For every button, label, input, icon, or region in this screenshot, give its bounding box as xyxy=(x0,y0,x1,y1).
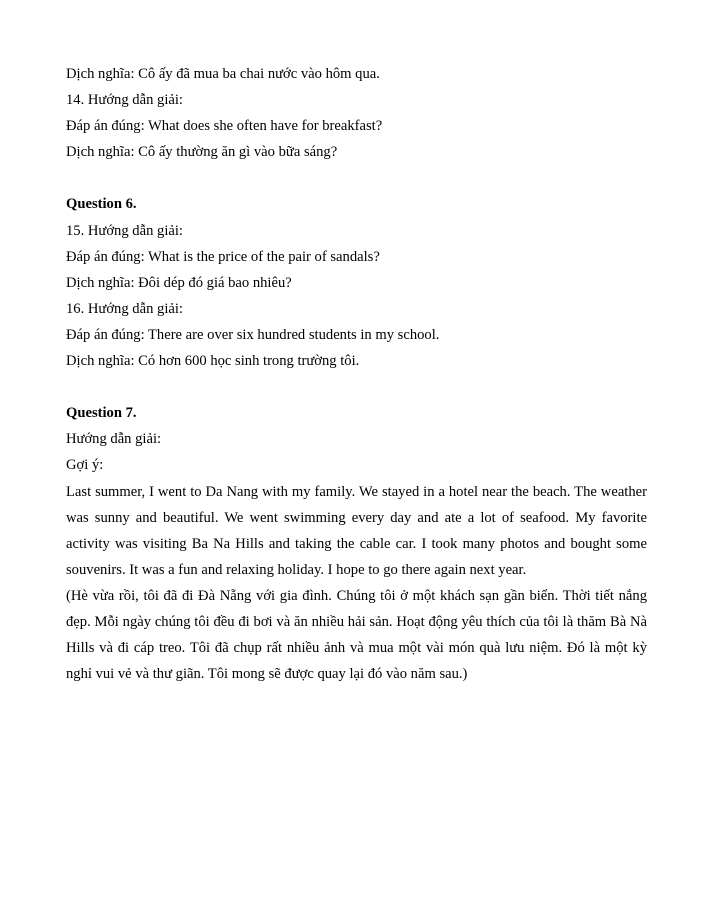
question-6-heading: Question 6. xyxy=(66,196,137,213)
question-7-heading: Question 7. xyxy=(66,405,137,422)
q7-english-paragraph: Last summer, I went to Da Nang with my family. We stayed in a hotel near the beach. The weather was sunny and beautiful. We went swimming every day and ate a lot of seafood. My favorite activity was visiting Ba Na Hills and taking the cable car. I took many photos and bought some souvenirs. It was a fun and relaxing holiday. I hope to go there again next year. xyxy=(66,483,647,578)
q7-vietnamese-paragraph: (Hè vừa rồi, tôi đã đi Đà Nẵng với gia đình. Chúng tôi ở một khách sạn gần biển. Thời tiết nắng đẹp. Mỗi ngày chúng tôi đều đi bơi và ăn nhiều hải sản. Hoạt động yêu thích của tôi là thăm Bà Nà Hills và đi cáp treo. Tôi đã chụp rất nhiều ảnh và mua một vài món quà lưu niệm. Đó là một kỳ nghỉ vui vẻ và thư giãn. Tôi mong sẽ được quay lại đó vào năm sau.) xyxy=(66,587,647,683)
q15-guide-label: 15. Hướng dẫn giải: xyxy=(66,222,183,239)
q16-answer-line: Đáp án đúng: There are over six hundred students in my school. xyxy=(66,326,440,343)
q7-guide-label: Hướng dẫn giải: xyxy=(66,431,162,448)
q16-guide-label: 16. Hướng dẫn giải: xyxy=(66,300,183,317)
q15-translation-line: Dịch nghĩa: Đôi dép đó giá bao nhiêu? xyxy=(66,274,292,291)
spacer xyxy=(66,374,647,400)
q14-guide-label: 14. Hướng dẫn giải: xyxy=(66,92,183,109)
q7-hint-label: Gợi ý: xyxy=(66,457,104,474)
q14-answer-line: Đáp án đúng: What does she often have for breakfast? xyxy=(66,118,383,135)
q15-answer-line: Đáp án đúng: What is the price of the pair of sandals? xyxy=(66,248,380,265)
document-body xyxy=(66,61,647,687)
q5-translation-line: Dịch nghĩa: Cô ấy đã mua ba chai nước vào hôm qua. xyxy=(66,66,380,82)
spacer xyxy=(66,165,647,191)
q16-translation-line: Dịch nghĩa: Có hơn 600 học sinh trong trường tôi. xyxy=(66,353,360,370)
q14-translation-line: Dịch nghĩa: Cô ấy thường ăn gì vào bữa sáng? xyxy=(66,144,338,161)
